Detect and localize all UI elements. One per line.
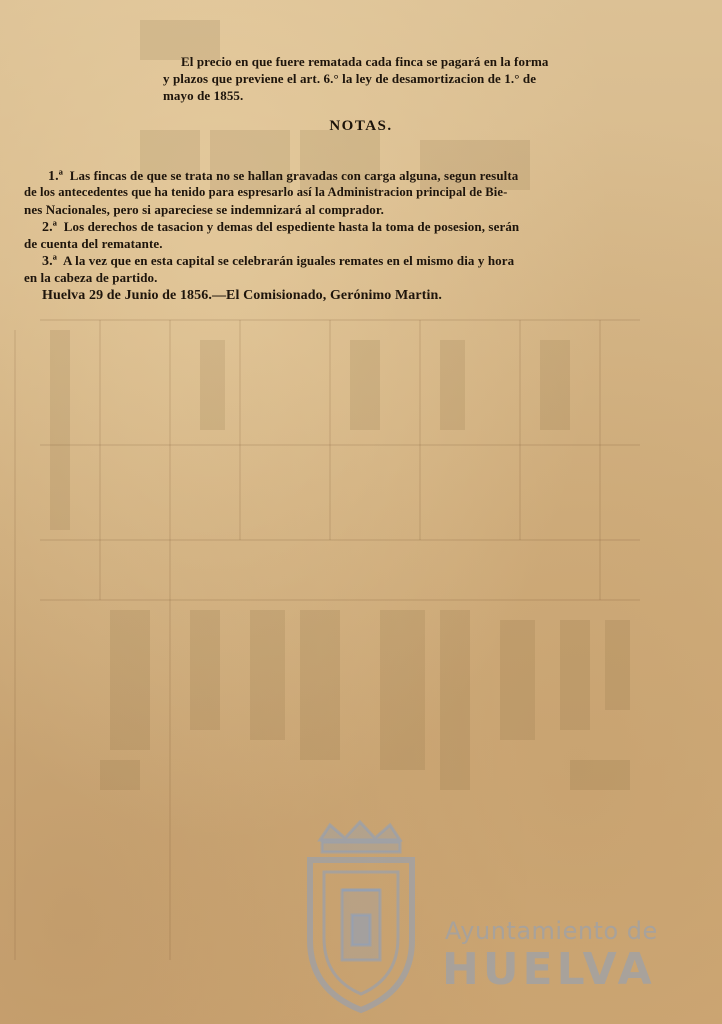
note-2-text-1: Los derechos de tasacion y demas del espediente hasta la toma de posesion, serán [63,219,520,234]
note-3-text-1: A la vez que en esta capital se celebrarán iguales remates en el mismo dia y hora [62,253,515,268]
signature-line: Huelva 29 de Junio de 1856.—El Comisionado, Gerónimo Martin. [42,288,442,303]
note-2-line-2: de cuenta del rematante. [24,236,163,251]
intro-line-1: El precio en que fuere rematada cada finca se pagará en la forma [181,54,549,69]
printed-text [0,0,722,320]
intro-line-3: mayo de 1855. [163,88,244,103]
watermark-line-2: HUELVA [442,944,656,995]
watermark-line-1: Ayuntamiento de [445,917,658,945]
note-3-number: 3.ª [42,254,57,269]
note-2-number: 2.ª [42,220,57,235]
note-1-number: 1.ª [48,169,63,184]
intro-line-2: y plazos que previene el art. 6.° la ley de desamortizacion de 1.° de [163,71,537,86]
notes-heading: NOTAS. [329,118,393,134]
note-2-line-1 [42,219,519,236]
note-1-line-2: de los antecedentes que ha tenido para espresarlo así la Administracion principal de Bie- [24,185,508,199]
note-1-text-1: Las fincas de que se trata no se hallan gravadas con carga alguna, segun resulta [69,168,519,183]
note-3-line-1 [42,253,514,270]
note-3-line-2: en la cabeza de partido. [24,270,158,285]
note-1-line-1 [48,168,518,185]
note-1-line-3: nes Nacionales, pero si apareciese se indemnizará al comprador. [24,202,384,217]
